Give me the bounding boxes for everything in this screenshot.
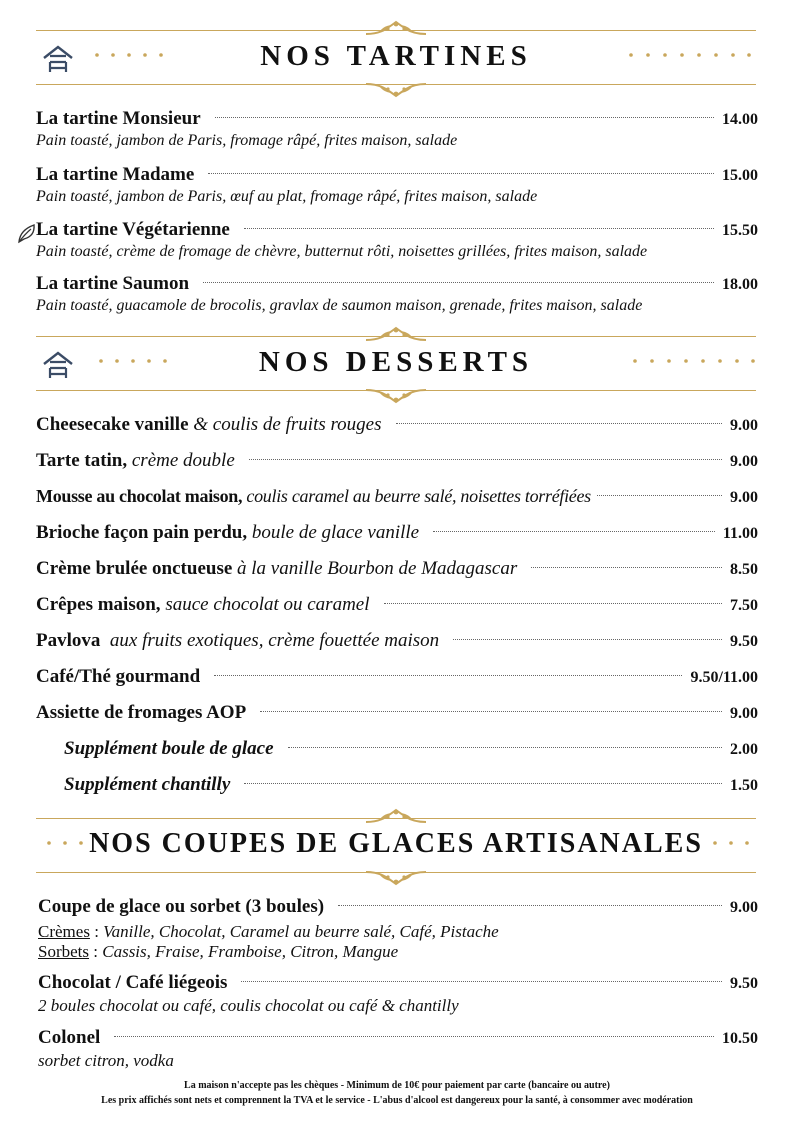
dessert-item	[36, 594, 758, 618]
item-name: Tarte tatin,	[36, 450, 128, 471]
item-detail: sauce chocolat ou caramel	[160, 594, 370, 615]
item-description: Pain toasté, guacamole de brocolis, gravlax de saumon maison, grenade, frites maison, salade	[36, 297, 643, 314]
item-price: 9.00	[730, 417, 758, 434]
dessert-item	[36, 666, 758, 690]
item-description: Pain toasté, jambon de Paris, fromage râpé, frites maison, salade	[36, 132, 458, 149]
menu-item-tartine-madame	[36, 164, 758, 206]
item-price: 8.50	[730, 561, 758, 578]
item-name: La tartine Monsieur	[36, 108, 201, 129]
dessert-item	[36, 522, 758, 546]
menu-item-tartine-monsieur	[36, 108, 758, 150]
item-price: 9.50	[730, 633, 758, 650]
item-price: 9.00	[730, 705, 758, 722]
dots-right	[712, 840, 752, 846]
supplement-item	[36, 738, 758, 762]
item-detail: à la vanille Bourbon de Madagascar	[232, 558, 518, 579]
dots-right	[632, 358, 756, 364]
cremes-flavours: Vanille, Chocolat, Caramel au beurre salé, Café, Pistache	[103, 922, 499, 941]
section-title: NOS DESSERTS	[258, 346, 534, 378]
item-name: La tartine Végétarienne	[36, 219, 230, 240]
footer-note: La maison n'accepte pas les chèques - Minimum de 10€ pour paiement par carte (bancaire ou autre)	[184, 1080, 610, 1091]
cremes-label: Crèmes	[38, 922, 90, 941]
item-price: 14.00	[722, 111, 758, 128]
menu-item-colonel	[38, 1027, 758, 1071]
dot-leader	[214, 675, 682, 676]
supplement-item	[36, 774, 758, 798]
dot-leader	[208, 173, 714, 174]
menu-item-tartine-vegetarienne	[36, 219, 758, 261]
section-header-desserts	[36, 326, 756, 406]
dessert-item	[36, 414, 758, 438]
dessert-item	[36, 702, 758, 726]
item-price: 10.50	[722, 1030, 758, 1047]
item-name: Cheesecake vanille	[36, 414, 189, 435]
section-title: NOS COUPES DE GLACES ARTISANALES	[89, 828, 703, 859]
dessert-item	[36, 558, 758, 582]
ornament-icon	[364, 20, 428, 36]
item-detail: coulis caramel au beurre salé, noisettes torréfiées	[242, 486, 591, 506]
item-price: 15.50	[722, 222, 758, 239]
dot-leader	[244, 783, 722, 784]
dot-leader	[260, 711, 722, 712]
dessert-item	[36, 450, 758, 474]
sorbets-label: Sorbets	[38, 942, 89, 961]
item-detail: crème double	[127, 450, 235, 471]
item-price: 7.50	[730, 597, 758, 614]
dot-leader	[215, 117, 714, 118]
dot-leader	[531, 567, 722, 568]
item-description: 2 boules chocolat ou café, coulis chocolat ou café & chantilly	[38, 996, 459, 1015]
item-name: Brioche façon pain perdu,	[36, 522, 248, 543]
dot-leader	[241, 981, 722, 982]
dot-leader	[244, 228, 714, 229]
sorbets-flavours: Cassis, Fraise, Framboise, Citron, Mangue	[102, 942, 399, 961]
ornament-icon	[364, 808, 428, 824]
dot-leader	[453, 639, 722, 640]
item-description: Pain toasté, crème de fromage de chèvre, butternut rôti, noisettes grillées, frites maison, salade	[36, 243, 648, 260]
dot-leader	[396, 423, 722, 424]
item-description: Pain toasté, jambon de Paris, œuf au plat, fromage râpé, frites maison, salade	[36, 188, 538, 205]
menu-item-coupe-glace	[38, 896, 758, 962]
item-name: Crêpes maison,	[36, 594, 161, 615]
item-name: Café/Thé gourmand	[36, 666, 201, 687]
leaf-icon	[16, 222, 38, 244]
item-price: 2.00	[730, 741, 758, 758]
cremes-line	[38, 922, 758, 942]
dot-leader	[249, 459, 722, 460]
dot-leader	[338, 905, 722, 906]
dot-leader	[203, 282, 714, 283]
menu-item-liegeois	[38, 972, 758, 1016]
item-name: Crème brulée onctueuse	[36, 558, 233, 579]
item-name: La tartine Saumon	[36, 273, 190, 294]
item-price: 18.00	[722, 276, 758, 293]
item-description: sorbet citron, vodka	[38, 1051, 174, 1070]
dot-leader	[114, 1036, 714, 1037]
ornament-icon	[364, 326, 428, 342]
item-price: 9.50	[730, 975, 758, 992]
sorbets-line	[38, 942, 758, 962]
item-detail: boule de glace vanille	[247, 522, 420, 543]
item-name: Colonel	[38, 1027, 101, 1048]
item-price: 9.00	[730, 489, 758, 506]
item-price: 15.00	[722, 167, 758, 184]
dots-right	[628, 52, 752, 58]
item-price: 9.00	[730, 453, 758, 470]
item-name: Assiette de fromages AOP	[36, 702, 247, 723]
dessert-item	[36, 630, 758, 654]
item-name: Supplément chantilly	[64, 774, 231, 795]
dot-leader	[433, 531, 715, 532]
item-price: 11.00	[722, 525, 758, 542]
item-detail: aux fruits exotiques, crème fouettée maison	[100, 630, 440, 651]
dot-leader	[288, 747, 722, 748]
section-header-glaces	[36, 808, 756, 888]
item-price: 1.50	[730, 777, 758, 794]
ornament-icon	[364, 388, 428, 404]
ornament-icon	[364, 82, 428, 98]
item-name: Supplément boule de glace	[64, 738, 274, 759]
item-name: La tartine Madame	[36, 164, 195, 185]
item-name: Chocolat / Café liégeois	[38, 972, 228, 993]
separator: :	[89, 922, 104, 941]
menu-item-tartine-saumon	[36, 273, 758, 315]
item-price: 9.50/11.00	[690, 669, 758, 686]
item-name: Mousse au chocolat maison,	[36, 486, 243, 506]
dessert-item	[36, 486, 758, 510]
separator: :	[89, 942, 103, 961]
section-title: NOS TARTINES	[260, 40, 532, 72]
item-name: Coupe de glace ou sorbet (3 boules)	[38, 896, 325, 917]
item-price: 9.00	[730, 899, 758, 916]
dot-leader	[384, 603, 722, 604]
section-header-tartines	[36, 20, 756, 100]
item-detail: & coulis de fruits rouges	[188, 414, 382, 435]
item-name: Pavlova	[36, 630, 101, 651]
footer-note: Les prix affichés sont nets et comprennent la TVA et le service - L'abus d'alcool est dangereux pour la santé, à consommer avec modération	[101, 1095, 693, 1106]
dot-leader	[597, 495, 722, 496]
ornament-icon	[364, 870, 428, 886]
